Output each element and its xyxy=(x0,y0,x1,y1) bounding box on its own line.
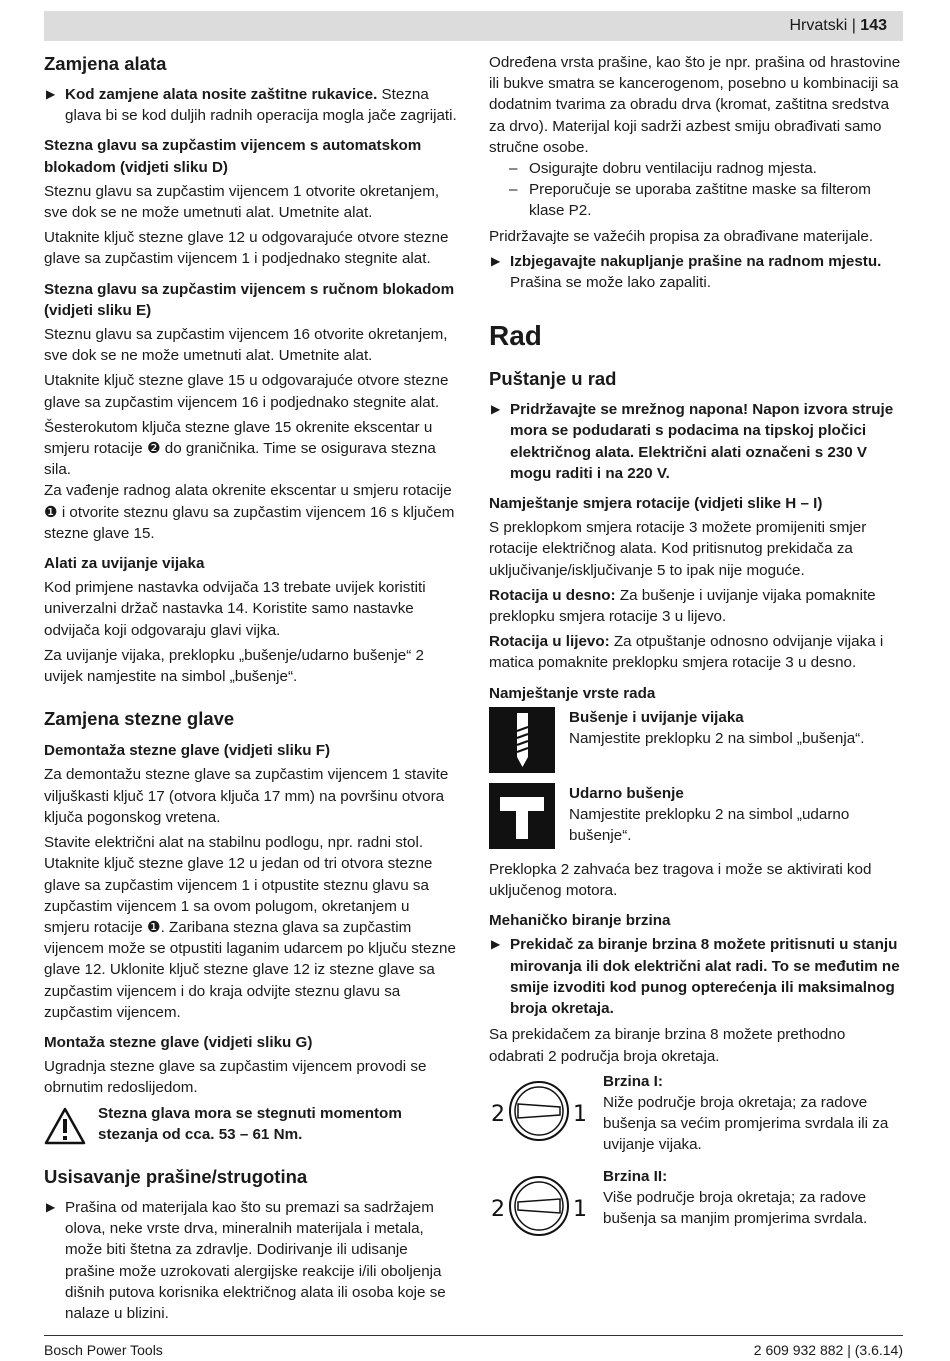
heading-chuck-removal: Demontaža stezne glave (vidjeti sliku F) xyxy=(44,742,331,760)
dial-label-1: 1 xyxy=(573,1196,587,1222)
mode-drilling-text: Namjestite preklopku 2 na simbol „bušenja“. xyxy=(569,730,865,748)
paragraph: Šesterokutom ključa stezne glave 15 okrenite ekscentar u smjeru rotacije ❷ do graničnika. Time se osigurava stezna sila. xyxy=(44,418,436,479)
gear-dial-1-icon xyxy=(489,1079,589,1143)
hammer-icon xyxy=(489,783,555,849)
mode-impact-title: Udarno bušenje xyxy=(569,784,684,802)
header-separator: | xyxy=(847,17,861,34)
dash-text: Preporučuje se uporaba zaštitne maske sa filterom klase P2. xyxy=(529,181,871,220)
footer-doc-code: 2 609 932 882 | (3.6.14) xyxy=(753,1342,903,1358)
paragraph: Utaknite ključ stezne glave 15 u odgovarajuće otvore stezne glave sa zupčastim vijencem 16 i podjednako stegnite alat. xyxy=(44,372,449,411)
section-title-chuck-change: Zamjena stezne glave xyxy=(44,708,235,730)
bullet-mains-voltage xyxy=(489,399,903,484)
bullet-arrow-icon: ▶ xyxy=(491,937,501,952)
header-language: Hrvatski xyxy=(789,17,848,34)
speed1-title: Brzina I: xyxy=(603,1072,663,1090)
mode-impact-text: Namjestite preklopku 2 na simbol „udarno bušenje“. xyxy=(569,806,850,845)
paragraph-rotation-left xyxy=(489,631,903,673)
paragraph: Sa prekidačem za biranje brzina 8 možete prethodno odabrati 2 područja broja okretaja. xyxy=(489,1026,846,1065)
warning-torque xyxy=(44,1103,458,1145)
heading-screwdriving-tools: Alati za uvijanje vijaka xyxy=(44,555,205,573)
dash-mark: – xyxy=(509,160,518,178)
bullet-gloves xyxy=(44,84,458,126)
bullet-gear-switch xyxy=(489,934,903,1019)
paragraph: Određena vrsta prašine, kao što je npr. prašina od hrastovine ili bukve smatra se kancerogenom, posebno u kombinaciji sa dodatnim tvarima za obradu drva (kromat, zaštitna sredstva za drvo). Materijal koji sadrži azbest smiju obrađivati samo stručne osobe. xyxy=(489,54,901,156)
paragraph: Za vađenje radnog alata okrenite ekscentar u smjeru rotacije ❶ i otvorite steznu glavu sa zupčastim vijencem 16 s ključem stezne glave 15. xyxy=(44,482,455,542)
mode-drilling-title: Bušenje i uvijanje vijaka xyxy=(569,708,744,726)
speed-second-gear xyxy=(489,1166,903,1240)
page-number: 143 xyxy=(860,17,887,34)
paragraph: Kod primjene nastavka odvijača 13 trebate uvijek koristiti univerzalni držač nastavka 14. Koristite samo nastavke odvijača koji odgovaraju glavi vijka. xyxy=(44,579,426,639)
header-bar xyxy=(44,11,903,41)
bullet-gloves-text: Stezna glava bi se kod duljih radnih operacija mogla jače zagrijati. xyxy=(65,86,457,125)
speed-first-gear xyxy=(489,1071,903,1156)
dash-text: Osigurajte dobru ventilaciju radnog mjesta. xyxy=(529,160,817,178)
paragraph: Ugradnja stezne glave sa zupčastim vijencem provodi se obrnutim redoslijedom. xyxy=(44,1058,427,1097)
heading-gear-selection: Mehaničko biranje brzina xyxy=(489,912,671,930)
right-column xyxy=(489,52,903,1250)
dial-label-1: 1 xyxy=(573,1101,587,1127)
paragraph: Utaknite ključ stezne glave 12 u odgovarajuće otvore stezne glave sa zupčastim vijencem 1 i podjednako stegnite alat. xyxy=(44,229,449,268)
paragraph: Steznu glavu sa zupčastim vijencem 1 otvorite okretanjem, sve dok se ne može umetnuti alat. Umetnite alat. xyxy=(44,182,440,222)
section-title-startup: Puštanje u rad xyxy=(489,368,617,390)
bullet-arrow-icon: ▶ xyxy=(491,253,501,268)
dash-item-ventilation xyxy=(489,158,903,179)
section-title-tool-change: Zamjena alata xyxy=(44,53,167,74)
heading-auto-lock-chuck: Stezna glavu sa zupčastim vijencem s automatskom blokadom (vidjeti sliku D) xyxy=(44,137,422,176)
dash-mark: – xyxy=(509,181,518,199)
heading-chuck-mounting: Montaža stezne glave (vidjeti sliku G) xyxy=(44,1033,313,1051)
dash-item-mask xyxy=(489,179,903,221)
paragraph: Steznu glavu sa zupčastim vijencem 16 otvorite okretanjem, sve dok se ne može umetnuti alat. Umetnite alat. xyxy=(44,326,448,365)
bullet-arrow-icon: ▶ xyxy=(46,1199,56,1214)
heading-manual-lock-chuck: Stezna glavu sa zupčastim vijencem s ručnom blokadom (vidjeti sliku E) xyxy=(44,280,455,319)
bullet-gear-text: Prekidač za biranje brzina 8 možete pritisnuti u stanju mirovanja ili dok električni alat radi. To se međutim ne smije izvoditi kod punog opterećenja ili maksimalnog broja okretaja. xyxy=(510,936,900,1018)
running-header xyxy=(789,16,887,36)
paragraph-rotation-right xyxy=(489,585,903,627)
bullet-arrow-icon: ▶ xyxy=(491,402,501,417)
dial-label-2: 2 xyxy=(491,1101,505,1127)
mode-impact-drilling xyxy=(489,783,903,849)
drill-bit-icon xyxy=(489,707,555,773)
bullet-dust-health-text: Prašina od materijala kao što su premazi sa sadržajem olova, neke vrste drva, mineralnih materijala i metala, može biti štetna za zdravlje. Dodirivanje ili udisanje prašine može uzrokovati alergijske reakcije i/ili oboljenja dišnih putova korisnika električnog alata ili osoba koje se nalaze u blizini. xyxy=(65,1198,446,1322)
heading-rotation-direction: Namještanje smjera rotacije (vidjeti slike H – I) xyxy=(489,495,823,513)
warning-triangle-icon xyxy=(44,1107,86,1145)
rotation-left-label: Rotacija u lijevo: xyxy=(489,633,610,651)
speed2-title: Brzina II: xyxy=(603,1167,668,1185)
left-column xyxy=(44,52,458,1329)
bullet-dust-bold: Izbjegavajte nakupljanje prašine na radnom mjestu. xyxy=(510,252,882,270)
footer-divider xyxy=(44,1335,903,1336)
bullet-gloves-bold: Kod zamjene alata nosite zaštitne rukavice. xyxy=(65,86,378,103)
speed1-text: Niže područje broja okretaja; za radove bušenja sa većim promjerima svrdala ili za uvijanje vijaka. xyxy=(603,1093,889,1154)
chapter-title-operation: Rad xyxy=(489,320,542,352)
speed2-text: Više područje broja okretaja; za radove bušenja sa manjim promjerima svrdala. xyxy=(603,1188,868,1227)
bullet-voltage-text: Pridržavajte se mrežnog napona! Napon izvora struje mora se podudarati s podacima na tipskoj pločici električnog alata. Električni alati označeni s 230 V mogu raditi i na 220 V. xyxy=(510,401,894,482)
paragraph: S preklopkom smjera rotacije 3 možete promijeniti smjer rotacije električnog alata. Kod pritisnutog prekidača za uključivanje/isključivanje 5 to ipak nije moguće. xyxy=(489,519,867,579)
rotation-left-text: Za otpuštanje odnosno odvijanje vijaka i matica pomaknite preklopku smjera rotacije 3 u desno. xyxy=(489,633,884,672)
warning-text: Stezna glava mora se stegnuti momentom stezanja od cca. 53 – 61 Nm. xyxy=(98,1104,402,1143)
footer-brand: Bosch Power Tools xyxy=(44,1342,163,1358)
gear-dial-2-icon xyxy=(489,1174,589,1238)
paragraph: Za demontažu stezne glave sa zupčastim vijencem 1 stavite viljuškasti ključ 17 (otvora ključa 17 mm) na površinu otvora ključa pogonskog vretena. xyxy=(44,766,449,826)
rotation-right-text: Za bušenje i uvijanje vijaka pomaknite preklopku smjera rotacije 3 u lijevo. xyxy=(489,586,876,626)
bullet-dust-health xyxy=(44,1197,458,1324)
paragraph: Pridržavajte se važećih propisa za obrađivane materijale. xyxy=(489,227,874,245)
dial-label-2: 2 xyxy=(491,1196,505,1222)
bullet-dust-text: Prašina se može lako zapaliti. xyxy=(510,274,711,292)
bullet-arrow-icon: ▶ xyxy=(46,87,56,101)
paragraph: Za uvijanje vijaka, preklopku „bušenje/udarno bušenje“ 2 uvijek namjestite na simbol „bušenje“. xyxy=(44,646,424,686)
section-title-dust-extraction: Usisavanje prašine/strugotina xyxy=(44,1165,308,1187)
heading-operating-mode: Namještanje vrste rada xyxy=(489,684,656,702)
mode-drilling xyxy=(489,707,903,773)
bullet-dust-accumulation xyxy=(489,251,903,293)
rotation-right-label: Rotacija u desno: xyxy=(489,586,616,604)
paragraph: Preklopka 2 zahvaća bez tragova i može se aktivirati kod uključenog motora. xyxy=(489,860,872,900)
paragraph: Stavite električni alat na stabilnu podlogu, npr. radni stol. Utaknite ključ stezne glave 12 u jedan od tri otvora stezne glave sa zupčastim vijencem 1 i otpustite steznu glavu sa zupčastim vijencem 1 sa ovom polugom, okretanjem u smjeru rotacije ❶. Zaribana stezna glava sa zupčastim vijencem može se otpustiti laganim udarcem po ključu stezne glave 12. Uklonite ključ stezne glave 12 iz stezne glave sa zupčastim vijencem i do kraja odvijte steznu glavu sa zupčastim vijencem. xyxy=(44,834,456,1021)
